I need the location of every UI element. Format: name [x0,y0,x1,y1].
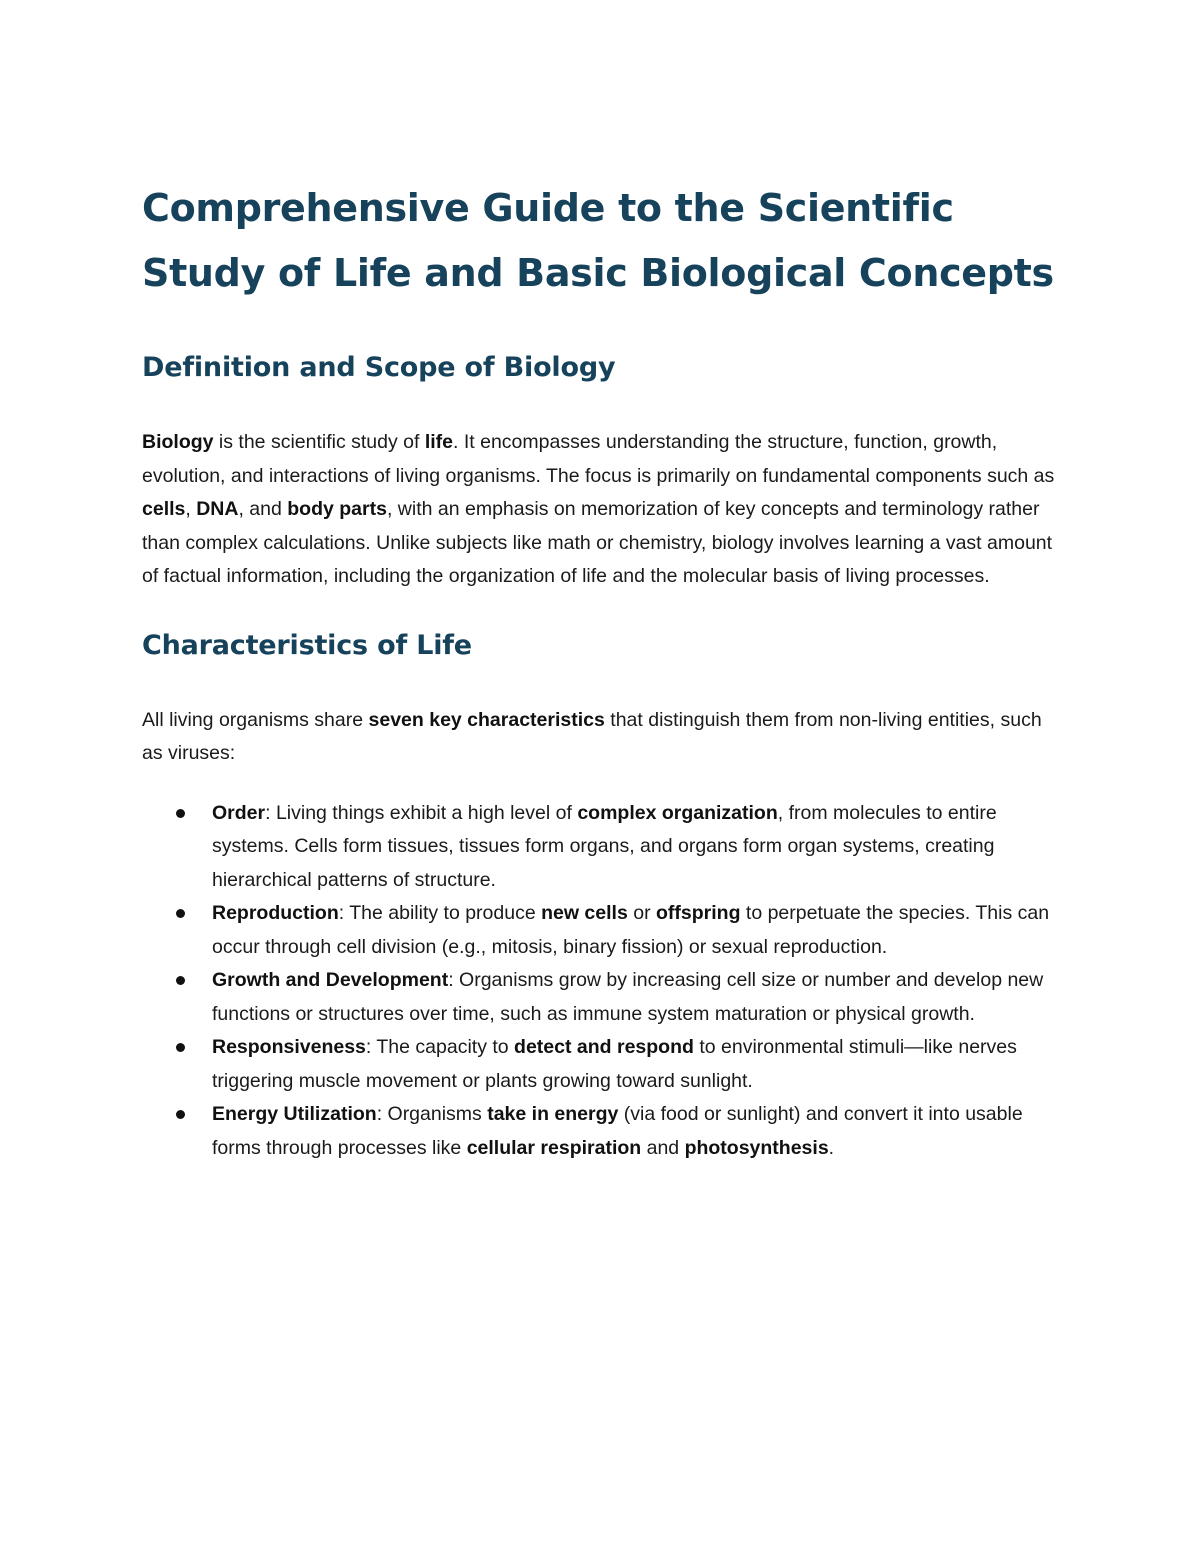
item-bold: new cells [541,902,628,924]
paragraph-text: is the scientific study of [213,431,425,453]
item-term: Reproduction [212,902,339,924]
paragraph-text: . It encompasses understanding the structure, function, growth, evolution, and interactions of living organisms. The focus is primarily on fundamental components such as [142,431,1055,487]
item-bold: take in energy [487,1103,619,1125]
item-text: and [641,1136,685,1159]
term-biology: Biology [142,431,214,453]
item-text: , from molecules to entire systems. Cells form tissues, tissues form organs, and organs form organ systems, creating hierarchical patterns of structure. [212,801,997,891]
list-item-growth [142,964,1062,1031]
item-text: to perpetuate the species. This can occur through cell division (e.g., mitosis, binary fission) or sexual reproduction. [212,902,1050,958]
item-term: Responsiveness [212,1036,366,1058]
term-dna: DNA [196,498,239,520]
list-item-responsiveness [142,1031,1062,1098]
item-term: Energy Utilization [212,1103,377,1125]
paragraph-text: , with an emphasis on memorization of key concepts and terminology rather than complex calculations. Unlike subjects like math or chemistry, biology involves learning a vast amount of factual information, including the organization of life and the molecular basis of living processes. [142,498,1053,587]
list-item-reproduction [142,897,1062,964]
term-seven-key-characteristics: seven key characteristics [368,708,605,731]
paragraph-text: All living organisms share [142,708,369,731]
item-term: Growth and Development [212,969,449,991]
characteristics-intro [142,704,1062,771]
paragraph-text: that distinguish them from non-living entities, such as viruses: [142,708,1042,764]
bullet-icon [176,1110,185,1119]
item-bold: offspring [656,902,741,924]
term-cells: cells [142,498,186,520]
characteristics-list [142,797,1062,1166]
item-text: : Living things exhibit a high level of [265,801,578,824]
list-item-order [142,797,1062,898]
definition-paragraph [142,426,1062,594]
item-text: : The capacity to [365,1036,515,1058]
item-bold: detect and respond [514,1036,694,1058]
item-text: or [627,902,656,924]
paragraph-text: , and [238,498,288,520]
section-heading-definition: Definition and Scope of Biology [142,352,616,383]
item-term: Order [212,801,266,824]
item-text: : Organisms grow by increasing cell size or number and develop new functions or structures over time, such as immune system maturation or physical growth. [212,969,1044,1025]
bullet-icon [176,909,185,918]
list-item-energy [142,1098,1062,1165]
item-text: : Organisms [376,1103,488,1125]
term-life: life [424,431,454,453]
bullet-icon [176,1043,185,1052]
item-text: : The ability to produce [338,902,542,924]
item-bold: photosynthesis [684,1136,829,1159]
item-text: to environmental stimuli—like nerves triggering muscle movement or plants growing toward sunlight. [212,1036,1017,1092]
item-text: (via food or sunlight) and convert it into usable forms through processes like [212,1103,1023,1159]
item-text: . [828,1136,835,1159]
paragraph-text: , [185,498,197,520]
section-heading-characteristics: Characteristics of Life [142,629,472,661]
bullet-icon [176,976,185,985]
document-title: Comprehensive Guide to the Scientific Study of Life and Basic Biological Concepts [142,186,1054,295]
term-body-parts: body parts [287,498,387,520]
item-bold: complex organization [577,801,778,824]
bullet-icon [176,809,185,818]
item-bold: cellular respiration [466,1136,642,1159]
document-page [142,176,1062,1165]
